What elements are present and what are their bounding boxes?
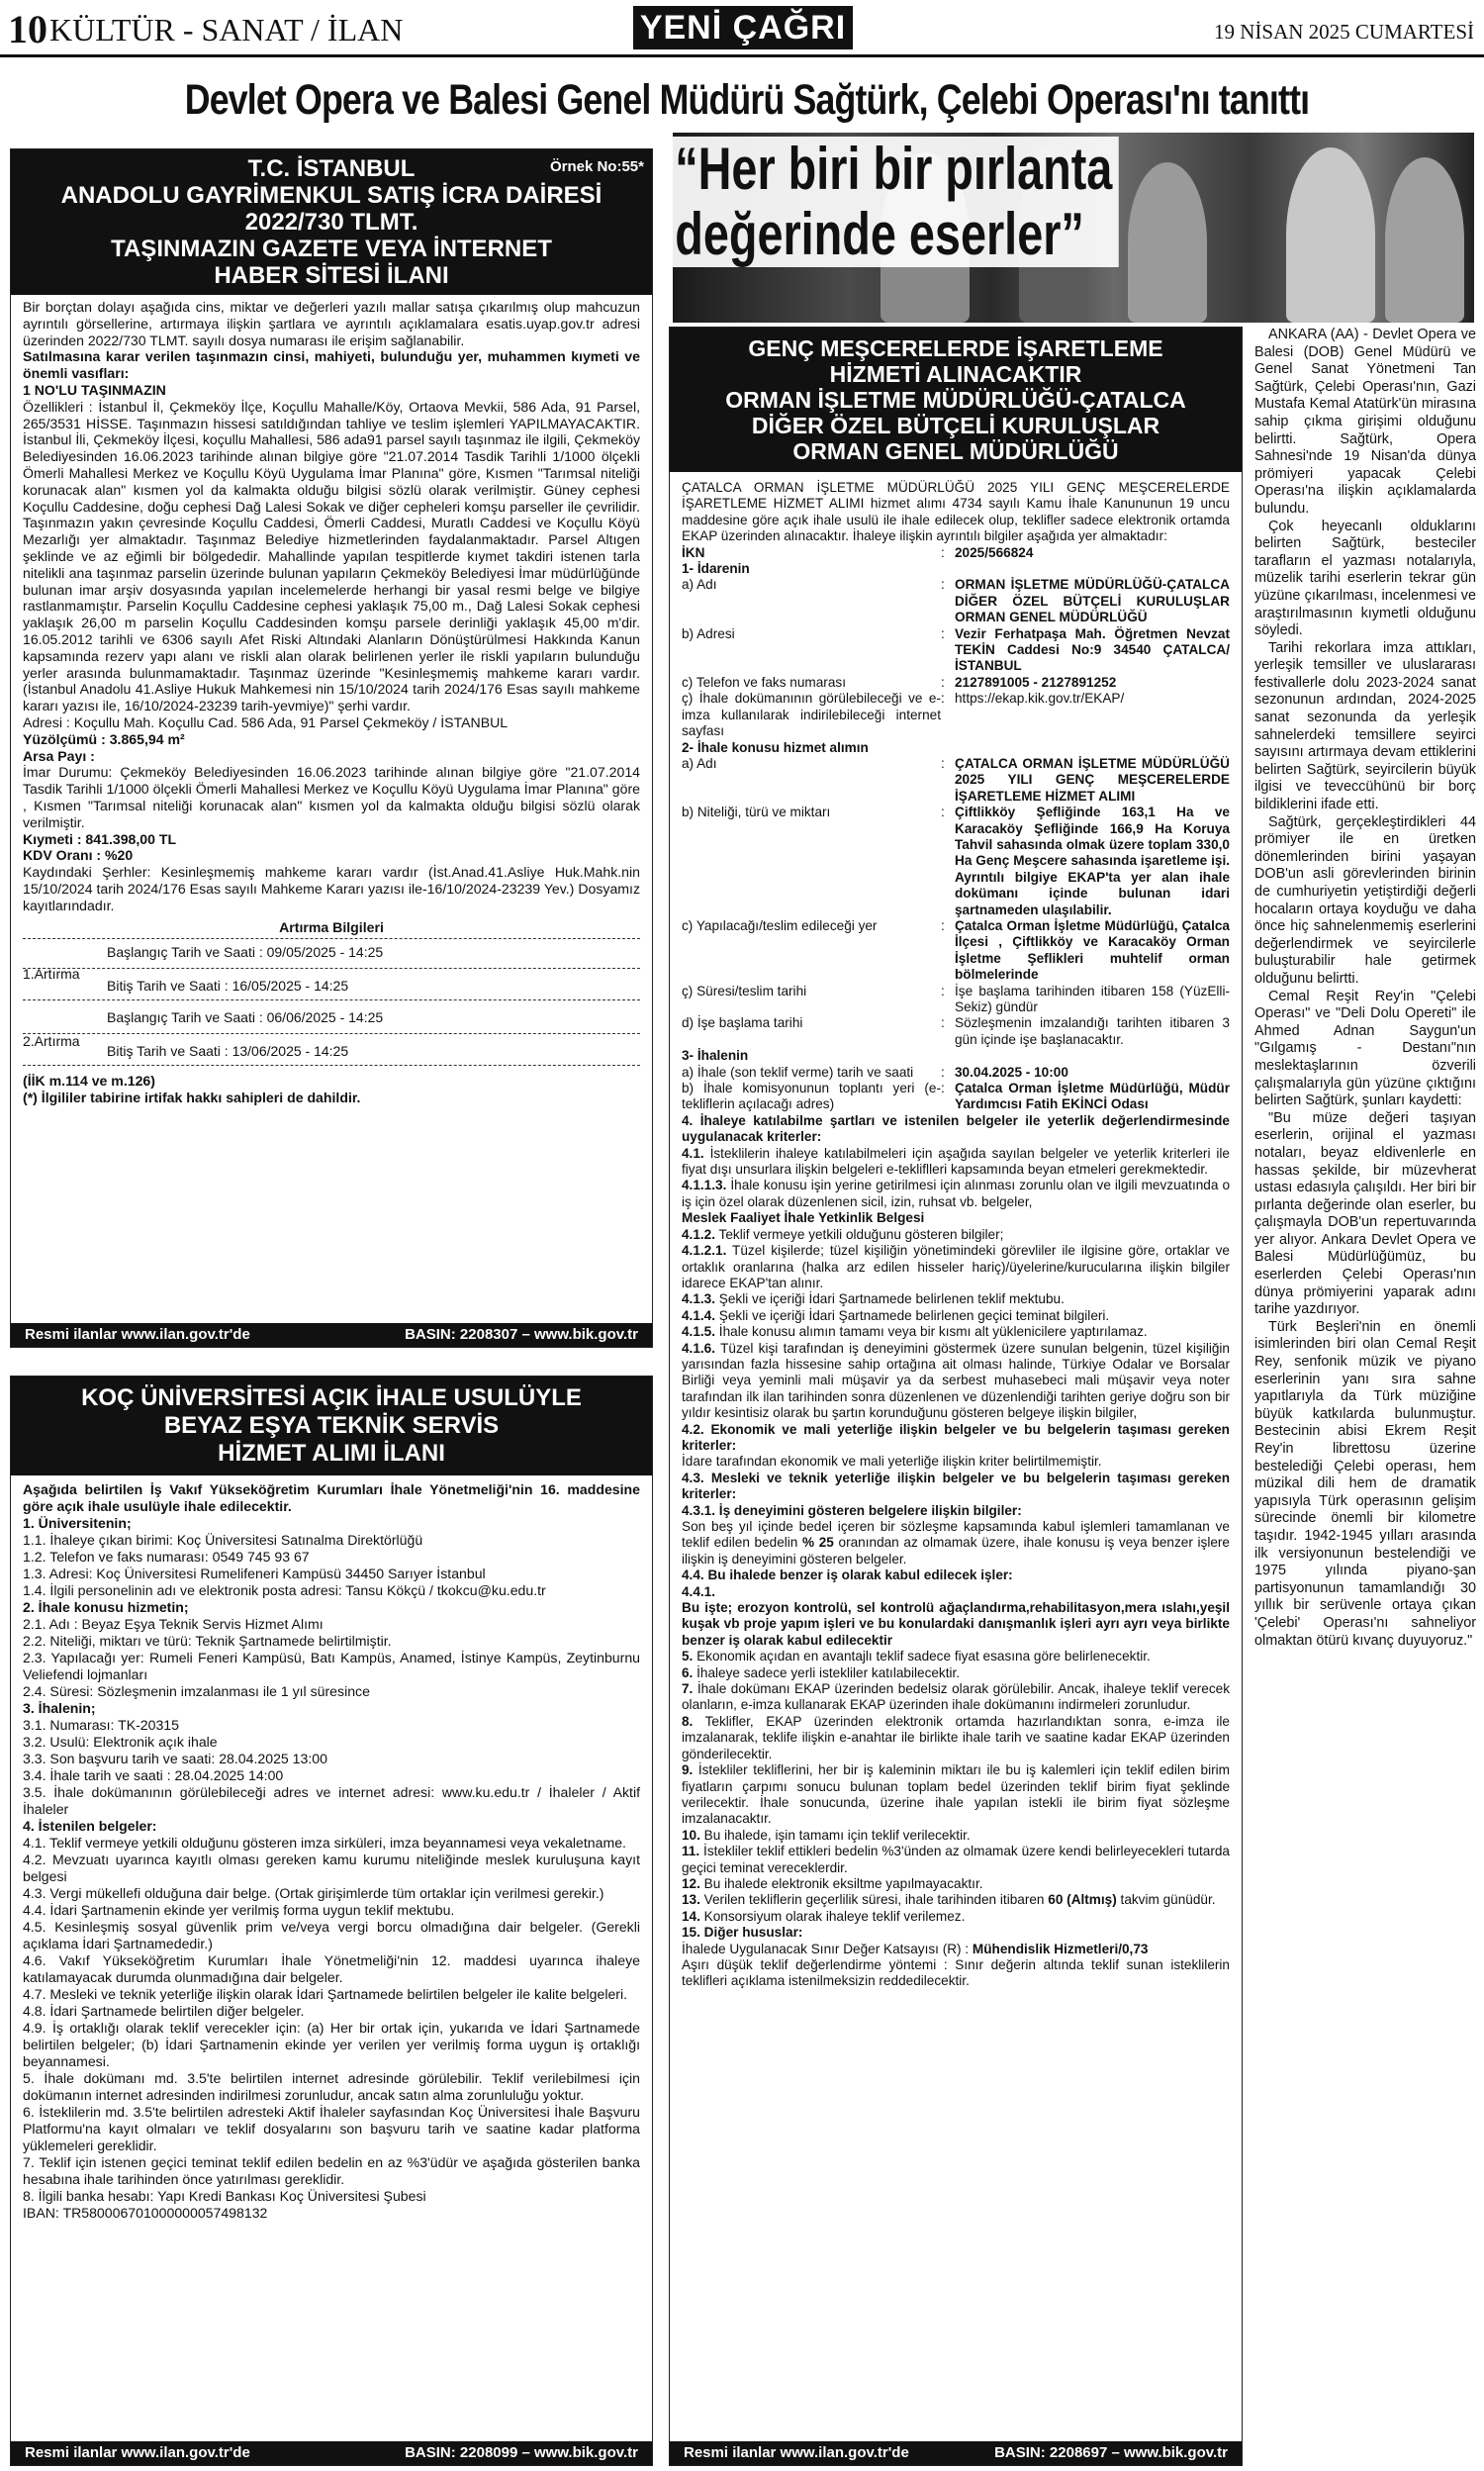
- condition-paragraph: 4.4.1.: [682, 1583, 716, 1599]
- condition-paragraph: 4.2. Ekonomik ve mali yeterliğe ilişkin belgeler ve bu belgelerin taşıması gereken kriterler:: [682, 1421, 1230, 1453]
- notice-title-line: ORMAN GENEL MÜDÜRLÜĞÜ: [792, 438, 1119, 464]
- notice-line: 6. İsteklilerin md. 3.5'te belirtilen adresteki Aktif İhaleler sayfasından Koç Üniversitesi İhale Başvuru Platformu'na kayıt olmaları ve teklif dosyalarını son başvuru tarih ve saatine kadar platforma yüklemeleri gereklidir.: [23, 2104, 640, 2153]
- notice-paragraph: 1 NO'LU TAŞINMAZIN: [23, 381, 166, 398]
- detail-colon: :: [941, 755, 945, 771]
- condition-paragraph: 4.3. Mesleki ve teknik yeterliğe ilişkin belgeler ve bu belgelerin taşıması gereken kriterler:: [682, 1470, 1230, 1502]
- notice-intro: ÇATALCA ORMAN İŞLETME MÜDÜRLÜĞÜ 2025 YILI GENÇ MEŞCERELERDE İŞARETLEME HİZMET ALIMI hizmet alımı 4734 sayılı Kamu İhale Kanununun 19 uncu maddesine göre açık ihale usulü ile ihale edilecek olup, teklifler sadece elektronik ortamda EKAP üzerinden alınacaktır. İhaleye ilişkin ayrıntılı bilgiler aşağıda yer almaktadır:: [682, 480, 1230, 544]
- condition-paragraph: 5. Ekonomik açıdan en avantajlı teklif sadece fiyat esasına göre belirlenecektir.: [682, 1649, 1151, 1664]
- tender-detail-row: [682, 1048, 1230, 1064]
- condition-paragraph: 4.1.4. Şekli ve içeriği İdari Şartnamede belirlenen geçici teminat bilgileri.: [682, 1307, 1110, 1323]
- page-header: [0, 0, 1484, 57]
- notice-line: 3. İhalenin;: [23, 1700, 96, 1716]
- auction-table: [23, 938, 640, 1073]
- detail-colon: :: [941, 1015, 945, 1031]
- notice-footer: [11, 1323, 652, 1347]
- condition-paragraph: 4.1.1.3. İhale konusu işin yerine getirilmesi için alınması zorunlu olan ve ilgili mevzuatında o iş için özel olarak düzenlenen sicil, izin, ruhsat vb. belgeler,: [682, 1178, 1230, 1209]
- condition-paragraph: 13. Verilen tekliflerin geçerlilik süresi, ihale tarihinden itibaren 60 (Altmış) takvim günüdür.: [682, 1892, 1216, 1908]
- footer-link[interactable]: Resmi ilanlar www.ilan.gov.tr'de: [25, 1326, 250, 1343]
- condition-paragraph: 4.4. Bu ihalede benzer iş olarak kabul edilecek işler:: [682, 1568, 1013, 1583]
- table-divider: [23, 999, 640, 1000]
- newspaper-logo: [633, 6, 853, 49]
- condition-paragraph: 6. İhaleye sadece yerli istekliler katılabilecektir.: [682, 1664, 961, 1680]
- notice-title-line: TAŞINMAZIN GAZETE VEYA İNTERNET: [111, 236, 552, 262]
- auction-end: Bitiş Tarih ve Saati : 16/05/2025 - 14:25: [107, 978, 349, 995]
- auction-label: 1.Artırma: [23, 966, 80, 983]
- section-title: KÜLTÜR - SANAT / İLAN: [49, 12, 404, 48]
- tender-details-table: [682, 545, 1230, 1113]
- notice-line: 4.3. Vergi mükellefi olduğuna dair belge. (Ortak girişimlerde tüm ortaklar için verilmesi gerekir.): [23, 1885, 604, 1901]
- notice-header: [11, 1377, 652, 1475]
- quote-line-1: “Her biri bir pırlanta: [675, 136, 1113, 202]
- notice-title-line: GENÇ MEŞCERELERDE İŞARETLEME: [748, 335, 1163, 361]
- notice-paragraph: Arsa Payı :: [23, 747, 95, 764]
- notice-body: [670, 472, 1242, 1994]
- detail-key: ç) İhale dokümanının görülebileceği ve e-imza kullanılarak indirilebileceği internet sayfası: [682, 691, 941, 739]
- condition-paragraph: 4.1.2. Teklif vermeye yetkili olduğunu gösteren bilgiler;: [682, 1226, 1004, 1242]
- table-divider: [23, 1033, 640, 1034]
- notice-line: 2.2. Niteliği, miktarı ve türü: Teknik Şartnamede belirtilmiştir.: [23, 1633, 392, 1649]
- notice-header: [670, 328, 1242, 472]
- tender-detail-row: [682, 918, 1230, 984]
- notice-line: 4.5. Kesinleşmiş sosyal güvenlik prim ve/veya vergi borcu olmadığına dair belgeler. (Gerekli açıklama İdari Şartnamededir.): [23, 1919, 640, 1951]
- condition-paragraph: 4.1.5. İhale konusu alımın tamamı veya bir kısmı alt yüklenicilere yaptırılamaz.: [682, 1324, 1148, 1340]
- table-divider: [23, 938, 640, 939]
- tender-conditions: [682, 1113, 1230, 1990]
- tender-detail-row: [682, 561, 1230, 577]
- detail-key: a) Adı: [682, 755, 717, 771]
- notice-body: [11, 295, 652, 1110]
- tender-detail-row: [682, 577, 1230, 625]
- detail-key: 2- İhale konusu hizmet alımın: [682, 739, 869, 755]
- condition-paragraph: İdare tarafından ekonomik ve mali yeterliğe ilişkin kriter belirtilmemiştir.: [682, 1454, 1102, 1470]
- footer-press-id: BASIN: 2208099 – www.bik.gov.tr: [405, 2444, 638, 2461]
- detail-colon: :: [941, 917, 945, 933]
- detail-key: a) Adı: [682, 577, 717, 593]
- detail-colon: :: [941, 625, 945, 641]
- notice-line: 4.6. Vakıf Yükseköğretim Kurumları İhale Yönetmeliği'nin 12. maddesi uyarınca ihaleye katılamayacak durumda olunmadığına dair belgeler.: [23, 1952, 640, 1985]
- tender-detail-row: [682, 1015, 1230, 1048]
- sample-number: Örnek No:55*: [549, 158, 644, 175]
- notice-line: 3.1. Numarası: TK-20315: [23, 1717, 179, 1733]
- real-estate-auction-notice: [10, 148, 653, 1348]
- detail-key: c) Telefon ve faks numarası: [682, 674, 846, 690]
- notice-paragraph: Özellikleri : İstanbul İl, Çekmeköy İlçe, Koçullu Mahalle/Köy, Ortaova Mevkii, 586 Ada, 91 Parsel, 265/3531 HİSSE. Taşınmazın hissesi satıldığından tahliye ve teslim işlemleri YAPILMAYACAKTIR. İstanbul İli, Çekmeköy İlçesi, koçullu Mahallesi, 586 ada91 parsel sayılı taşınmaz ile ilgili, Çekmeköy Belediyesinden 16.06.2023 tarihinde alınan bilgiye göre "21.07.2014 Tasdik Tarihli 1/1000 ölçekli Ömerli Mahallesi Merkez ve Koçullu Köyü Uygulama İmar Planına" göre, Kısmen "Tarımsal niteliği korunacak alan" kısmen yol da kalmakta olduğu bilgisi sözlü olarak verilmiştir. Güney cephesi Koçullu Caddesine, doğu cephesi Dağ Lalesi Sokak ve diğer cepheleri komşu parseller ile çevrilidir. Taşınmazın yakın çevresinde Koçullu Caddesi, Ömerli Caddesi, Muratlı Caddesi ve Koçullu Köyü Mezarlığı yer almaktadır. Taşınmaz Belediye hizmetlerinden faydalanmaktadır. Parsel Altıgen şeklinde ve az eğimli bir bölgededir. Mahallinde yapılan tespitlerde kıymet takdiri istenen tarla nitelikli ana taşınmaz parselin üzerinde bulunan yapıların Çekmeköy Belediyesi İmar müdürlüğünde bulunan imar arşiv dosyasında yapılan incelemelerde herhangi bir yasal resmi belge ve bilgiye rastlanmamıştır. Parselin Koçullu Caddesine cephesi yaklaşık 75,00 m., Dağ Lalesi Sokak cephesi yaklaşık 26,00 m parselin Koçullu Caddesinden komşu parsele derinliği yaklaşık 45,00 m'dir. 16.05.2012 tarihli ve 6306 sayılı Afet Riski Altındaki Alanların Dönüştürülmesi Hakkında Kanun kapsamında rezerv yapı alanı ve riskli alan olarak belirlenen yerler ile riskli yapıların bulunduğu yerler arasında bulunmamaktadır. Taşınmaz üzerinde "Kesinleşmemiş mahkeme kararı vardır. (İstanbul Anadolu 41.Asliye Hukuk Mahkemesi nin 15/10/2024 tarih 2024/176 Esas sayılı mahkeme kararı yazısı ile, 16/10/2024-23239 tarih-yevmiye)" şerhi vardır.: [23, 398, 640, 714]
- article-paragraph: Cemal Reşit Rey'in "Çelebi Operası" ve "Deli Dolu Opereti" ile Ahmed Adnan Saygun'un "Gılgamış - Destanı"nın meslektaşlarının özverili çalışmalarıyla gün yüzüne çıktığını belirten Sağtürk, şunları kaydetti:: [1254, 988, 1476, 1109]
- tender-detail-row: [682, 1081, 1230, 1113]
- notice-line: 3.3. Son başvuru tarih ve saati: 28.04.2025 13:00: [23, 1751, 327, 1766]
- notice-title-line: HABER SİTESİ İLANI: [214, 262, 449, 289]
- notice-paragraph: Yüzölçümü : 3.865,94 m²: [23, 730, 185, 747]
- detail-key: d) İşe başlama tarihi: [682, 1015, 803, 1031]
- detail-value: Sözleşmenin imzalandığı tarihten itibaren 3 gün içinde işe başlanacaktır.: [955, 1015, 1230, 1047]
- notice-title-line: 2022/730 TLMT.: [244, 209, 418, 236]
- notice-header: [11, 149, 652, 295]
- condition-paragraph: 7. İhale dokümanı EKAP üzerinden bedelsiz olarak görülebilir. Ancak, ihaleye teklif verecek olanların, e-imza kullanarak EKAP üzerinden ihale dokümanını indirmeleri zorunludur.: [682, 1681, 1230, 1713]
- notice-title-line: HİZMETİ ALINACAKTIR: [829, 361, 1082, 387]
- notice-line: 2.3. Yapılacağı yer: Rumeli Feneri Kampüsü, Batı Kampüs, Anamed, İstinye Kampüs, Zeytinburnu Veliefendi lojmanları: [23, 1650, 640, 1682]
- auction-label: 2.Artırma: [23, 1033, 80, 1050]
- condition-paragraph: 10. Bu ihalede, işin tamamı için teklif verilecektir.: [682, 1827, 971, 1843]
- tender-detail-row: [682, 545, 1230, 561]
- notice-paragraph: İmar Durumu: Çekmeköy Belediyesinden 16.06.2023 tarihinde alınan bilgiye göre "21.07.2014 Tasdik Tarihli 1/1000 ölçekli Ömerli Mahallesi Merkez ve Koçullu Köyü Uygulama İmar Planına" göre , Kısmen "Tarımsal niteliği korunacak alan" kısmen yol da kalmakta olduğu bilgisi sözlü olarak verilmiştir.: [23, 764, 640, 830]
- notice-line: 5. İhale dokümanı md. 3.5'te belirtilen internet adresinde görülebilir. Teklif verilebilmesi için dokümanın internet adresinden indirilmesi zorunludur, ancak satın alma zorunluluğu yoktur.: [23, 2070, 640, 2103]
- condition-paragraph: 14. Konsorsiyum olarak ihaleye teklif verilemez.: [682, 1908, 966, 1924]
- auction-start: Başlangıç Tarih ve Saati : 09/05/2025 - 14:25: [107, 944, 384, 961]
- auction-start: Başlangıç Tarih ve Saati : 06/06/2025 - 14:25: [107, 1009, 384, 1026]
- detail-key: ç) Süresi/teslim tarihi: [682, 983, 807, 998]
- condition-paragraph: 12. Bu ihalede elektronik eksiltme yapılmayacaktır.: [682, 1875, 983, 1891]
- detail-key: b) İhale komisyonunun toplantı yeri (e-tekliflerin açılacağı adres): [682, 1081, 941, 1112]
- notice-line: 8. İlgili banka hesabı: Yapı Kredi Bankası Koç Üniversitesi Şubesi: [23, 2188, 426, 2204]
- article-paragraph: Türk Beşleri'nin en önemli isimlerinden biri olan Cemal Reşit Rey, senfonik müzik ve piyano eserlerinin yanı sıra sahne yapıtlarıyla da Türk müziğine büyük katkılarda bulunmuştur. Bestecinin abisi Ekrem Reşit Rey'in librettosu üzerine bestelediği Çelebi operası, hem müzikal dili hem de dramatik yapısıyla Türk operasının gelişim sürecinde önemli bir kilometre taşıdır. 1942-1945 yılları arasında ilk versiyonunun bestelendiği ve 1975 yılında piyano-şan partisyonunun tamamlandığı 30 yıllık bir serüvenle ortaya çıkan 'Çelebi' Operası'nı sahneliyor olmaktan ötürü kıvanç duyuyoruz.": [1254, 1318, 1476, 1649]
- page-number: 10: [8, 7, 47, 51]
- notice-line: 1.2. Telefon ve faks numarası: 0549 745 93 67: [23, 1549, 310, 1565]
- tender-detail-row: [682, 626, 1230, 675]
- condition-paragraph: 4.1.3. Şekli ve içeriği İdari Şartnamede belirlenen teklif mektubu.: [682, 1291, 1065, 1307]
- tender-detail-row: [682, 805, 1230, 918]
- notice-body: [11, 1475, 652, 2226]
- notice-line: 1.1. İhaleye çıkan birimi: Koç Üniversitesi Satınalma Direktörlüğü: [23, 1532, 423, 1548]
- article-paragraph: Tarihi rekorlara imza attıkları, yerleşik temsiller ve uluslararası festivallerle dolu 2023-2024 sanat sezonunun ardından, 2024-2025 sanat sezonunda da yerleşik sahnelerdeki temsillere seyirci sayısını artırmaya devam ettiklerini belirten Sağtürk, seyircilerin büyük ilgisi ve teveccühünü bir borç bildiklerini ifade etti.: [1254, 639, 1476, 813]
- notice-paragraph: Satılmasına karar verilen taşınmazın cinsi, mahiyeti, bulunduğu yer, muhammen kıymeti ve önemli vasıfları:: [23, 348, 640, 382]
- notice-line: 2.4. Süresi: Sözleşmenin imzalanması ile 1 yıl süresince: [23, 1683, 370, 1699]
- notice-note: (İİK m.114 ve m.126): [23, 1073, 155, 1090]
- notice-line: Aşağıda belirtilen İş Vakıf Yükseköğretim Kurumları İhale Yönetmeliği'nin 16. maddesine göre açık ihale usulüyle ihale edilecektir.: [23, 1481, 640, 1514]
- notice-line: 3.2. Usulü: Elektronik açık ihale: [23, 1734, 218, 1750]
- tender-detail-row: [682, 984, 1230, 1016]
- detail-value: Çatalca Orman İşletme Müdürlüğü, Çatalca İlçesi , Çiftlikköy ve Karacaköy Orman İşletme Şeflikleri muhtelif orman bölmelerinde: [955, 917, 1230, 983]
- detail-colon: :: [941, 544, 945, 560]
- performer-figure: [1385, 157, 1464, 323]
- detail-colon: :: [941, 805, 945, 820]
- notice-line: 3.4. İhale tarih ve saati : 28.04.2025 14:00: [23, 1767, 284, 1783]
- tender-detail-row: [682, 756, 1230, 805]
- notice-line: 4.4. İdari Şartnamenin ekinde yer verilmiş forma uygun teklif mektubu.: [23, 1902, 455, 1918]
- logo-text: YENİ ÇAĞRI: [639, 9, 847, 47]
- condition-paragraph: Meslek Faaliyet İhale Yetkinlik Belgesi: [682, 1210, 925, 1226]
- footer-press-id: BASIN: 2208307 – www.bik.gov.tr: [405, 1326, 638, 1343]
- notice-line: 7. Teklif için istenen geçici teminat teklif edilen bedelin en az %3'üdür ve aşağıda gösterilen banka hesabına ihale tarihinden önce yatırılması gereklidir.: [23, 2154, 640, 2187]
- notice-title-line: DİĞER ÖZEL BÜTÇELİ KURULUŞLAR: [751, 413, 1160, 438]
- detail-value: Vezir Ferhatpaşa Mah. Öğretmen Nevzat TEKİN Caddesi No:9 34540 ÇATALCA/İSTANBUL: [955, 625, 1230, 674]
- condition-paragraph: 9. İstekliler tekliflerini, her bir iş kaleminin miktarı ile bu iş kalemleri için teklif edilen birim fiyatların çarpımı sonucu bulunan toplam bedel üzerinden teklif birim fiyat şeklinde verilecektir. İhale sonucunda, üzerine ihale yapılan istekli ile birim fiyat sözleşme imzalanacaktır.: [682, 1762, 1230, 1827]
- condition-paragraph: Bu işte; erozyon kontrolü, sel kontrolü ağaçlandırma,rehabilitasyon,mera ıslahı,yeşil kuşak vb proje yapım işleri ve bu konulardaki danışmanlık işleri ayrı ayrı veya birlikte benzer iş olarak kabul edilecektir: [682, 1600, 1230, 1648]
- condition-paragraph: Son beş yıl içinde bedel içeren bir sözleşme kapsamında kabul işlemleri tamamlanan ve teklif edilen bedelin % 25 oranından az olmamak üzere, ihale konusu iş veya benzer işlere ilişkin iş deneyimini gösteren belgeler.: [682, 1519, 1230, 1567]
- condition-paragraph: 4.1.6. Tüzel kişi tarafından iş deneyimini göstermek üzere sunulan belgenin, tüzel kişiliğin yarısından fazla hissesine sahip ortağına ait olması halinde, Türkiye Odalar ve Borsalar Birliği veya yeminli mali müşavir ya da serbest muhasebeci mali müşavir veya noter tarafından ilk ilan tarihinden sonra düzenlenen ve düzenlendiği tarihten geriye doğru son bir yıldır kesintisiz olarak bu şartın korunduğunu gösteren belgeye ilişkin bilgiler,: [682, 1340, 1230, 1421]
- footer-link[interactable]: Resmi ilanlar www.ilan.gov.tr'de: [25, 2444, 250, 2461]
- detail-key: 1- İdarenin: [682, 561, 750, 577]
- notice-title-line: BEYAZ EŞYA TEKNİK SERVİS: [163, 1412, 500, 1439]
- table-divider: [23, 968, 640, 969]
- tender-detail-row: [682, 1065, 1230, 1081]
- detail-value: 2127891005 - 2127891252: [955, 674, 1117, 690]
- detail-colon: :: [941, 691, 945, 707]
- notice-line: 2. İhale konusu hizmetin;: [23, 1599, 189, 1615]
- notice-line: 4.1. Teklif vermeye yetkili olduğunu gösteren imza sirküleri, imza beyannamesi veya vekaletname.: [23, 1835, 626, 1851]
- detail-key: b) Niteliği, türü ve miktarı: [682, 805, 831, 820]
- notice-title-line: T.C. İSTANBUL: [247, 155, 416, 182]
- condition-paragraph: Aşırı düşük teklif değerlendirme yöntemi : Sınır değerin altında teklif sunan isteklilerin teklifleri açıklama istenilmeksizin reddedilecektir.: [682, 1956, 1230, 1989]
- notice-title-line: ORMAN İŞLETME MÜDÜRLÜĞÜ-ÇATALCA: [725, 387, 1186, 413]
- condition-paragraph: 8. Teklifler, EKAP üzerinden elektronik ortamda hazırlandıktan sonra, e-imza ile imzalanarak, teklife ilişkin e-anahtar ile birlikte ihale tarih ve saatine kadar EKAP üzerinden gönderilecektir.: [682, 1713, 1230, 1761]
- notice-line: 4.9. İş ortaklığı olarak teklif verecekler için: (a) Her bir ortak için, yukarıda ve İdari Şartnamede belirtilen belgeler; (b) İdari Şartnamenin ekinde yer verilen yer verilmiş forma uygun iş ortaklığı beyannamesi.: [23, 2020, 640, 2069]
- notice-line: 4.8. İdari Şartnamede belirtilen diğer belgeler.: [23, 2003, 305, 2019]
- notice-line: 1.4. İlgili personelinin adı ve elektronik posta adresi: Tansu Kökçü / tkokcu@ku.edu.tr: [23, 1582, 546, 1598]
- quote-line-2: değerinde eserler”: [675, 201, 1084, 267]
- notice-footer: [670, 2441, 1242, 2465]
- footer-press-id: BASIN: 2208697 – www.bik.gov.tr: [994, 2444, 1228, 2461]
- notice-title-line: KOÇ ÜNİVERSİTESİ AÇIK İHALE USULÜYLE: [81, 1384, 582, 1411]
- condition-paragraph: 4.1. İsteklilerin ihaleye katılabilmeleri için aşağıda sayılan belgeler ve yeterlik kriterleri ile fiyat dışı unsurlara ilişkin belgeleri e-tekliflleri kapsamında beyan etmeleri gerekmektedir.: [682, 1145, 1230, 1178]
- condition-paragraph: 4. İhaleye katılabilme şartları ve istenilen belgeler ile yeterlik değerlendirmesinde uygulanacak kriterler:: [682, 1112, 1230, 1145]
- detail-value: 30.04.2025 - 10:00: [955, 1064, 1068, 1080]
- notice-title-line: ANADOLU GAYRİMENKUL SATIŞ İCRA DAİRESİ: [60, 182, 603, 209]
- detail-key: b) Adresi: [682, 625, 735, 641]
- detail-colon: :: [941, 1064, 945, 1080]
- auction-end: Bitiş Tarih ve Saati : 13/06/2025 - 14:25: [107, 1043, 349, 1060]
- opera-news-article: [1254, 327, 1476, 2464]
- notice-paragraph: Bir borçtan dolayı aşağıda cins, miktar ve değerleri yazılı mallar satışa çıkarılmış olup mahcuzun ayrıntılı görsellerine, artırmaya ilişkin şartlara ve ayrıntılı açıklamalara esatis.uyap.gov.tr adresi üzerinden 2022/730 TLMT. sayılı dosya numarası ile erişim sağlanabilir.: [23, 299, 640, 348]
- notice-line: 2.1. Adı : Beyaz Eşya Teknik Servis Hizmet Alımı: [23, 1616, 324, 1632]
- table-divider: [23, 1065, 640, 1066]
- detail-key: 3- İhalenin: [682, 1048, 749, 1064]
- auction-info-title: Artırma Bilgileri: [279, 919, 384, 936]
- tender-detail-row: [682, 691, 1230, 739]
- performer-figure: [1128, 162, 1207, 323]
- article-paragraph: ANKARA (AA) - Devlet Opera ve Balesi (DOB) Genel Müdürü ve Genel Sanat Yönetmeni Tan Sağtürk, Çelebi Operası'nın, Gazi Mustafa Kemal Atatürk'ün mirasına sahip çıkma girişimi olduğunu belirtti. Sağtürk, Opera Sahnesi'nde 19 Nisan'da dünya prömiyeri yapacak Çelebi Operası'na ilişkin açıklamalarda bulundu.: [1254, 327, 1476, 517]
- notice-paragraph: Kıymeti : 841.398,00 TL: [23, 830, 177, 847]
- notice-line: 4.2. Mevzuatı uyarınca kayıtlı olması gereken kamu kurumu niteliğinde meslek kuruluşuna kayıt belgesi: [23, 1852, 640, 1884]
- tender-detail-row: [682, 675, 1230, 691]
- article-paragraph: "Bu müze değeri taşıyan eserlerin, orijinal el yazması notaları, beyaz eldivenlerle en hassas şekilde, bir müzevherat ustası edasıyla çalışıldı. Her biri bir pırlanta değerinde olan eserler, bu çalışmayla DOB'un repertuvarında yer alıyor. Ankara Devlet Opera ve Balesi Müdürlüğümüz, bu eserlerden Çelebi Operası'nın dünya prömiyerini yaparak adını tarihe yazdırıyor.: [1254, 1109, 1476, 1318]
- condition-paragraph: 15. Diğer hususlar:: [682, 1925, 803, 1941]
- tender-detail-row: [682, 740, 1230, 756]
- condition-paragraph: İhalede Uygulanacak Sınır Değer Katsayısı (R) : Mühendislik Hizmetleri/0,73: [682, 1941, 1149, 1956]
- notice-footer: [11, 2441, 652, 2465]
- notice-line: 3.5. İhale dokümanının görülebileceği adres ve internet adresi: www.ku.edu.tr / İhaleler / Aktif İhaleler: [23, 1784, 640, 1817]
- notice-note: (*) İlgililer tabirine irtifak hakkı sahipleri de dahildir.: [23, 1090, 361, 1106]
- pull-quote: [669, 137, 1119, 267]
- detail-key: a) İhale (son teklif verme) tarih ve saati: [682, 1064, 914, 1080]
- footer-link[interactable]: Resmi ilanlar www.ilan.gov.tr'de: [684, 2444, 909, 2461]
- detail-value: https://ekap.kik.gov.tr/EKAP/: [955, 691, 1125, 707]
- notice-line: 1. Üniversitenin;: [23, 1515, 132, 1531]
- performer-figure: [1286, 147, 1375, 323]
- condition-paragraph: 11. İstekliler teklif ettikleri bedelin %3'ünden az olmamak üzere kendi belirleyecekleri tutarda geçici teminat vereceklerdir.: [682, 1844, 1230, 1875]
- forestry-tender-notice: [669, 327, 1243, 2466]
- detail-colon: :: [941, 577, 945, 593]
- detail-value: 2025/566824: [955, 544, 1034, 560]
- detail-value: Çiftlikköy Şefliğinde 163,1 Ha ve Karacaköy Şefliğinde 166,9 Ha Koruya Tahvil sahasında olmak üzere toplam 330,0 Ha Genç Meşcere sahasında işaretleme işi. Ayrıntılı bilgiye EKAP'ta yer alan ihale dokümanı içinde bulunan idari şartnameden ulaşılabilir.: [955, 805, 1230, 917]
- detail-colon: :: [941, 674, 945, 690]
- notice-line: 1.3. Adresi: Koç Üniversitesi Rumelifeneri Kampüsü 34450 Sarıyer İstanbul: [23, 1566, 486, 1581]
- condition-paragraph: 4.1.2.1. Tüzel kişilerde; tüzel kişiliğin yönetimindeki görevliler ile ilgisine göre, ortaklar ve ortaklık oranlarına (halka arz edilen hisseler hariç)/üyelerine/kurucularına ilişkin bilgiler idarece EKAP'tan alınır.: [682, 1243, 1230, 1290]
- detail-value: İşe başlama tarihinden itibaren 158 (YüzElli-Sekiz) gündür: [955, 983, 1230, 1014]
- detail-colon: :: [941, 1081, 945, 1096]
- condition-paragraph: 4.3.1. İş deneyimini gösteren belgelere ilişkin bilgiler:: [682, 1502, 1022, 1518]
- notice-title-line: HİZMET ALIMI İLANI: [218, 1440, 445, 1467]
- notice-paragraph: KDV Oranı : %20: [23, 847, 134, 864]
- notice-line: IBAN: TR580006701000000057498132: [23, 2205, 268, 2221]
- notice-paragraph: Adresi : Koçullu Mah. Koçullu Cad. 586 Ada, 91 Parsel Çekmeköy / İSTANBUL: [23, 713, 509, 730]
- notice-paragraph: Kaydındaki Şerhler: Kesinleşmemiş mahkeme kararı vardır (İst.Anad.41.Asliye Huk.Mahk.nin 15/10/2024 tarih 2024/176 Esas sayılı Mahkeme Kararı yazısı ile-16/10/2024-23239 Yev.) Dosyamız kayıtlarındadır.: [23, 864, 640, 913]
- notice-line: 4.7. Mesleki ve teknik yeterliğe ilişkin olarak İdari Şartnamede belirtilen belgeler ile kalite belgeleri.: [23, 1986, 628, 2002]
- issue-date: 19 NİSAN 2025 CUMARTESİ: [1213, 20, 1474, 44]
- koc-university-tender-notice: [10, 1376, 653, 2466]
- detail-value: ORMAN İŞLETME MÜDÜRLÜĞÜ-ÇATALCA DİĞER ÖZEL BÜTÇELİ KURULUŞLAR ORMAN GENEL MÜDÜRLÜĞÜ: [955, 577, 1230, 625]
- main-headline: Devlet Opera ve Balesi Genel Müdürü Sağtürk, Çelebi Operası'nı tanıttı: [184, 76, 1310, 124]
- article-paragraph: Çok heyecanlı olduklarını belirten Sağtürk, besteciler tarafların el yazması notalarıyla, müzelik tarihi eserlerin tekrar gün yüzüne çıkarılması, incelenmesi ve araştırılmasının kıymetli olduğunu söyledi.: [1254, 518, 1476, 639]
- notice-line: 4. İstenilen belgeler:: [23, 1818, 157, 1834]
- detail-key: c) Yapılacağı/teslim edileceği yer: [682, 917, 878, 933]
- article-paragraph: Sağtürk, gerçekleştirdikleri 44 prömiyer ile en üretken dönemlerinden birini yaşayan DOB'un asli görevlerinden birinin de cumhuriyetin yetiştirdiği değerli hocaların ortaya koyduğu ve daha önce hiç sahnelenmemiş eserlerini değerlendirmek ve seyircilerle buluşturabilir hale getirmek olduğunu belirtti.: [1254, 813, 1476, 987]
- detail-value: Çatalca Orman İşletme Müdürlüğü, Müdür Yardımcısı Fatih EKİNCİ Odası: [955, 1081, 1230, 1112]
- detail-colon: :: [941, 983, 945, 998]
- detail-key: İKN: [682, 544, 705, 560]
- detail-value: ÇATALCA ORMAN İŞLETME MÜDÜRLÜĞÜ 2025 YILI GENÇ MEŞCERELERDE İŞARETLEME HİZMET ALIMI: [955, 755, 1230, 804]
